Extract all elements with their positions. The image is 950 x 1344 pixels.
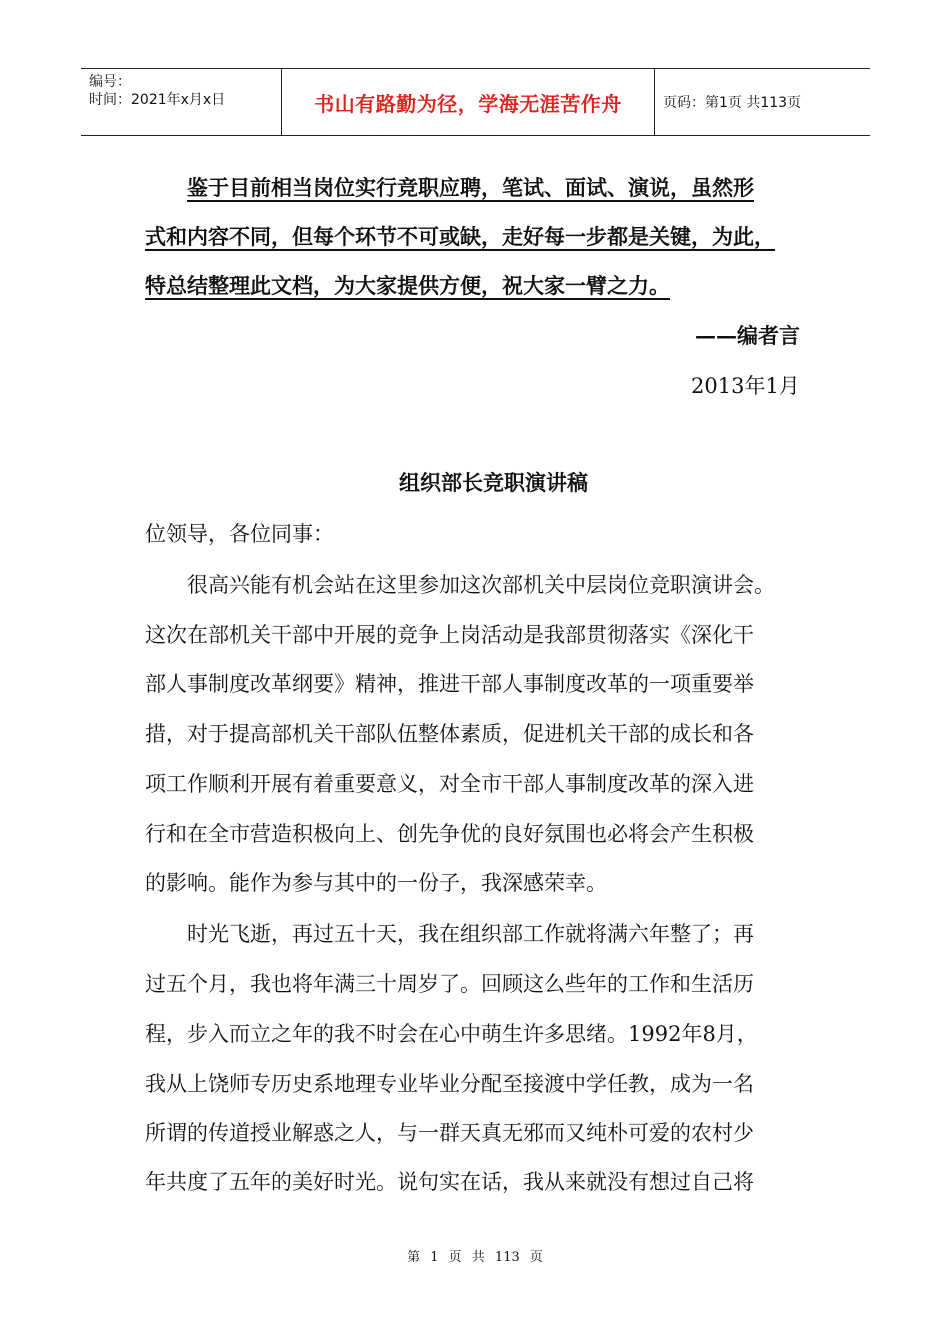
intro-line: 鉴于目前相当岗位实行竞职应聘，笔试、面试、演说，虽然形 [187, 175, 754, 200]
header-meta [81, 69, 282, 135]
intro-signature: ——编者言 [695, 323, 800, 348]
intro-line: 式和内容不同，但每个环节不可或缺，走好每一步都是关键，为此， [145, 224, 775, 249]
paragraph-line: 年共度了五年的美好时光。说句实在话，我从来就没有想过自己将 [145, 1170, 754, 1194]
paragraph-line: 程，步入而立之年的我不时会在心中萌生许多思绪。1992年8月， [145, 1022, 758, 1046]
salutation: 位领导，各位同事： [145, 522, 334, 546]
number-label: 编号： [89, 74, 131, 90]
page-footer: 第 1 页 共 113 页 [407, 1250, 543, 1265]
paragraph-line: 措，对于提高部机关干部队伍整体素质，促进机关干部的成长和各 [145, 722, 754, 746]
paragraph-line: 这次在部机关干部中开展的竞争上岗活动是我部贯彻落实《深化干 [145, 623, 754, 647]
document-header [81, 68, 870, 136]
intro-date: 2013年1月 [691, 374, 800, 398]
paragraph-line: 的影响。能作为参与其中的一份子，我深感荣幸。 [145, 871, 607, 895]
page-info: 页码：第1页 共113页 [663, 95, 802, 111]
paragraph-line: 部人事制度改革纲要》精神，推进干部人事制度改革的一项重要举 [145, 672, 754, 696]
paragraph-line: 所谓的传道授业解惑之人，与一群天真无邪而又纯朴可爱的农村少 [145, 1121, 754, 1145]
document-title: 组织部长竞职演讲稿 [399, 470, 588, 495]
paragraph-line: 很高兴能有机会站在这里参加这次部机关中层岗位竞职演讲会。 [187, 573, 775, 597]
paragraph-line: 我从上饶师专历史系地理专业毕业分配至接渡中学任教，成为一名 [145, 1072, 754, 1096]
paragraph-line: 项工作顺利开展有着重要意义，对全市干部人事制度改革的深入进 [145, 772, 754, 796]
paragraph-line: 过五个月，我也将年满三十周岁了。回顾这么些年的工作和生活历 [145, 972, 754, 996]
paragraph-line: 时光飞逝，再过五十天，我在组织部工作就将满六年整了；再 [187, 922, 754, 946]
time-label: 时间：2021年x月x日 [89, 92, 226, 108]
motto-text: 书山有路勤为径，学海无涯苦作舟 [314, 91, 622, 116]
header-page-cell [655, 69, 870, 135]
intro-line: 特总结整理此文档，为大家提供方便，祝大家一臂之力。 [145, 273, 670, 298]
paragraph-line: 行和在全市营造积极向上、创先争优的良好氛围也必将会产生积极 [145, 822, 754, 846]
header-motto-cell [282, 69, 655, 135]
